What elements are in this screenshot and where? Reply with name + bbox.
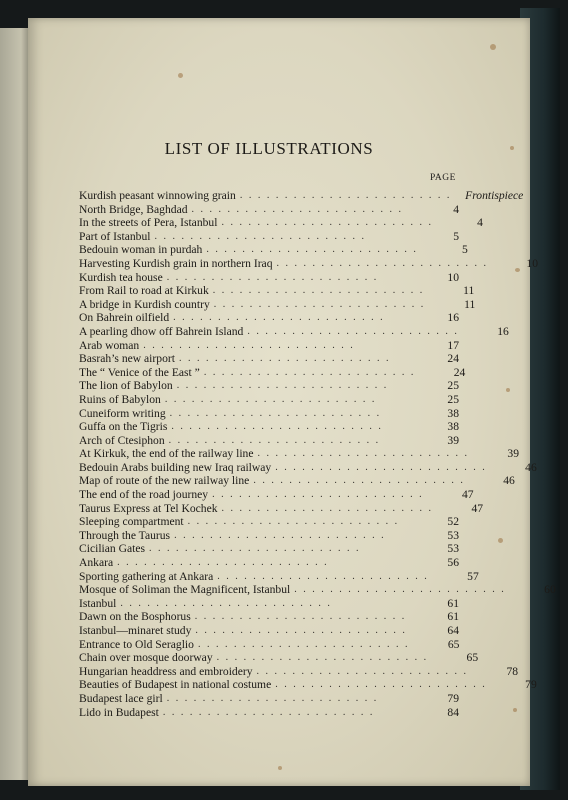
- page-number: 53: [447, 542, 459, 556]
- dot-leader: . . . . . . . . . . . . . . . . . . . . . . . .: [176, 380, 389, 392]
- foxing-spot: [513, 708, 517, 712]
- page-number: 24: [453, 365, 466, 379]
- list-item: [79, 189, 524, 203]
- illustration-caption: Through the Taurus: [79, 528, 171, 542]
- illustration-caption: In the streets of Pera, Istanbul: [79, 216, 218, 230]
- list-item: [79, 501, 484, 516]
- list-item: [79, 638, 459, 652]
- dot-leader: . . . . . . . . . . . . . . . . . . . . . . . .: [206, 244, 418, 256]
- page-column-header: PAGE: [430, 173, 456, 183]
- foxing-spot: [178, 73, 183, 78]
- page-number: 46: [525, 460, 537, 474]
- illustration-caption: Guffa on the Tigris: [79, 420, 168, 434]
- illustration-caption: North Bridge, Baghdad: [79, 202, 188, 216]
- dot-leader: . . . . . . . . . . . . . . . . . . . . . . . .: [162, 706, 375, 718]
- list-item: [79, 365, 466, 380]
- list-item: [79, 393, 459, 407]
- page-number: 5: [453, 229, 459, 243]
- page-number: 25: [447, 392, 459, 406]
- dot-leader: . . . . . . . . . . . . . . . . . . . . . . . .: [168, 434, 381, 446]
- illustration-caption: The “ Venice of the East ”: [79, 365, 200, 379]
- illustration-caption: Kurdish peasant winnowing grain: [79, 189, 236, 202]
- page-number: 39: [507, 447, 520, 461]
- list-item: [79, 256, 538, 271]
- list-item: [79, 297, 476, 312]
- page-number: 39: [447, 433, 459, 447]
- list-item: [79, 597, 459, 611]
- illustration-caption: Kurdish tea house: [79, 270, 163, 284]
- list-item: [79, 529, 459, 543]
- list-item: [79, 311, 459, 325]
- page-number: 11: [463, 284, 475, 298]
- dot-leader: . . . . . . . . . . . . . . . . . . . . . . . .: [169, 407, 382, 419]
- illustration-caption: Harvesting Kurdish grain in northern Iraq: [79, 256, 273, 270]
- page-number: 10: [526, 256, 538, 270]
- list-item: [79, 474, 515, 488]
- list-item: [79, 569, 479, 584]
- illustration-caption: Arab woman: [79, 338, 140, 352]
- book-page: [28, 18, 556, 786]
- dot-leader: . . . . . . . . . . . . . . . . . . . . . . . .: [173, 312, 385, 324]
- illustration-caption: Beauties of Budapest in national costume: [79, 678, 272, 692]
- illustration-caption: The end of the road journey: [79, 488, 209, 502]
- page-number: 61: [447, 596, 459, 610]
- illustration-caption: Sporting gathering at Ankara: [79, 569, 214, 583]
- dot-leader: . . . . . . . . . . . . . . . . . . . . . . . .: [195, 625, 407, 636]
- dot-leader: . . . . . . . . . . . . . . . . . . . . . . . .: [166, 692, 379, 704]
- list-item: [79, 556, 459, 570]
- list-item: [79, 515, 459, 529]
- illustration-caption: Budapest lace girl: [79, 691, 163, 705]
- dot-leader: . . . . . . . . . . . . . . . . . . . . . . . .: [221, 502, 434, 514]
- dot-leader: . . . . . . . . . . . . . . . . . . . . . . . .: [166, 271, 379, 283]
- list-item: [79, 678, 537, 692]
- illustration-caption: Hungarian headdress and embroidery: [79, 664, 253, 678]
- page-number: 5: [462, 243, 468, 257]
- dot-leader: . . . . . . . . . . . . . . . . . . . . . . . .: [143, 339, 355, 351]
- dot-leader: . . . . . . . . . . . . . . . . . . . . . . . .: [154, 230, 366, 242]
- dot-leader: . . . . . . . . . . . . . . . . . . . . . . . .: [187, 516, 400, 528]
- foxing-spot: [498, 538, 503, 543]
- page-number: 24: [447, 352, 459, 366]
- illustration-caption: At Kirkuk, the end of the railway line: [79, 447, 254, 461]
- foxing-spot: [506, 388, 510, 392]
- page-number: 10: [447, 270, 459, 284]
- illustration-caption: Chain over mosque doorway: [79, 651, 213, 665]
- dot-leader: . . . . . . . . . . . . . . . . . . . . . . . .: [149, 543, 361, 555]
- page-number: 16: [497, 324, 509, 338]
- page-number: 65: [447, 637, 460, 651]
- page-number: 52: [447, 515, 459, 529]
- illustration-caption: The lion of Babylon: [79, 379, 173, 393]
- illustration-caption: Mosque of Soliman the Magnificent, Istanbul: [79, 583, 291, 597]
- list-item: [79, 379, 459, 393]
- list-item: [79, 664, 519, 679]
- dot-leader: . . . . . . . . . . . . . . . . . . . . . . . .: [213, 298, 426, 310]
- illustration-caption: Cuneiform writing: [79, 406, 166, 420]
- dot-leader: . . . . . . . . . . . . . . . . . . . . . . . .: [117, 557, 329, 569]
- list-item: [79, 434, 459, 448]
- dot-leader: . . . . . . . . . . . . . . . . . . . . . . . .: [275, 679, 487, 691]
- dot-leader: . . . . . . . . . . . . . . . . . . . . . . . .: [178, 353, 391, 365]
- page-number: 56: [447, 556, 459, 570]
- illustration-caption: Map of route of the new railway line: [79, 474, 250, 488]
- illustration-caption: Ruins of Babylon: [79, 392, 161, 406]
- illustration-caption: A pearling dhow off Bahrein Island: [79, 324, 244, 338]
- page-number: 4: [453, 202, 459, 216]
- page-number: 79: [447, 691, 459, 705]
- illustration-caption: Lido in Budapest: [79, 705, 159, 719]
- list-item: [79, 271, 459, 285]
- list-item: [79, 420, 459, 434]
- page-number: 47: [462, 488, 474, 502]
- list-item: [79, 216, 483, 230]
- list-item: [79, 230, 459, 244]
- dot-leader: . . . . . . . . . . . . . . . . . . . . . . . .: [253, 475, 465, 487]
- dot-leader: . . . . . . . . . . . . . . . . . . . . . . . .: [221, 217, 433, 229]
- list-item: [79, 324, 509, 339]
- illustration-caption: Bedouin Arabs building new Iraq railway: [79, 460, 272, 474]
- page-number: 64: [447, 624, 459, 637]
- illustration-caption: Taurus Express at Tel Kochek: [79, 501, 218, 515]
- page-number: 53: [447, 528, 459, 542]
- illustration-caption: Sleeping compartment: [79, 515, 184, 529]
- list-item: [79, 460, 537, 475]
- dot-leader: . . . . . . . . . . . . . . . . . . . . . . . .: [171, 421, 383, 433]
- dot-leader: . . . . . . . . . . . . . . . . . . . . . . . .: [197, 638, 410, 650]
- dot-leader: . . . . . . . . . . . . . . . . . . . . . . . .: [217, 570, 429, 582]
- list-item: [79, 692, 459, 706]
- list-item: [79, 339, 459, 353]
- dot-leader: . . . . . . . . . . . . . . . . . . . . . . . .: [191, 203, 404, 215]
- dot-leader: . . . . . . . . . . . . . . . . . . . . . . . .: [194, 611, 407, 623]
- list-item: [79, 624, 459, 638]
- foxing-spot: [278, 766, 282, 770]
- illustration-caption: Dawn on the Bosphorus: [79, 610, 191, 624]
- list-item: [79, 542, 459, 556]
- list-item: [79, 610, 459, 624]
- page-number: 60: [544, 583, 556, 597]
- illustration-caption: On Bahrein oilfield: [79, 311, 170, 325]
- illustration-caption: Cicilian Gates: [79, 542, 146, 556]
- page-number: 16: [447, 311, 459, 325]
- dot-leader: . . . . . . . . . . . . . . . . . . . . . . . .: [257, 448, 470, 460]
- illustration-caption: Part of Istanbul: [79, 229, 151, 243]
- illustration-caption: Istanbul: [79, 596, 117, 610]
- illustration-list: [79, 189, 556, 719]
- page-number: Frontispiece: [465, 189, 524, 202]
- page-title: LIST OF ILLUSTRATIONS: [164, 139, 374, 158]
- dot-leader: . . . . . . . . . . . . . . . . . . . . . . . .: [216, 652, 429, 664]
- page-number: 11: [464, 297, 476, 311]
- list-item: [79, 203, 459, 217]
- list-item: [79, 651, 479, 665]
- list-item: [79, 243, 468, 257]
- dot-leader: . . . . . . . . . . . . . . . . . . . . . . . .: [239, 190, 452, 201]
- illustration-caption: Arch of Ctesiphon: [79, 433, 165, 447]
- page-number: 17: [447, 338, 459, 352]
- dot-leader: . . . . . . . . . . . . . . . . . . . . . . . .: [247, 325, 459, 337]
- list-item: [79, 447, 520, 461]
- page-number: 79: [525, 678, 537, 692]
- illustration-caption: A bridge in Kurdish country: [79, 297, 210, 311]
- list-item: [79, 583, 556, 597]
- page-number: 46: [503, 474, 515, 488]
- list-item: [79, 488, 474, 502]
- illustration-caption: Istanbul—minaret study: [79, 624, 192, 637]
- dot-leader: . . . . . . . . . . . . . . . . . . . . . . . .: [294, 584, 506, 596]
- list-item: [79, 284, 475, 298]
- dot-leader: . . . . . . . . . . . . . . . . . . . . . . . .: [276, 257, 488, 269]
- list-item: [79, 706, 459, 720]
- page-number: 25: [447, 379, 459, 393]
- page-number: 65: [466, 651, 479, 665]
- page-number: 38: [447, 420, 459, 434]
- page-number: 4: [477, 216, 483, 230]
- page-number: 78: [506, 664, 519, 678]
- dot-leader: . . . . . . . . . . . . . . . . . . . . . . . .: [275, 461, 487, 473]
- page-number: 57: [467, 569, 479, 583]
- dot-leader: . . . . . . . . . . . . . . . . . . . . . . . .: [174, 529, 386, 541]
- list-item: [79, 352, 459, 366]
- dot-leader: . . . . . . . . . . . . . . . . . . . . . . . .: [203, 366, 416, 378]
- illustration-caption: From Rail to road at Kirkuk: [79, 284, 209, 298]
- dot-leader: . . . . . . . . . . . . . . . . . . . . . . . .: [120, 597, 332, 609]
- illustration-caption: Entrance to Old Seraglio: [79, 637, 194, 651]
- dot-leader: . . . . . . . . . . . . . . . . . . . . . . . .: [256, 665, 469, 677]
- illustration-caption: Bedouin woman in purdah: [79, 243, 203, 257]
- page-number: 47: [471, 501, 484, 515]
- list-item: [79, 407, 459, 421]
- dot-leader: . . . . . . . . . . . . . . . . . . . . . . . .: [212, 285, 425, 297]
- page-number: 38: [447, 406, 459, 420]
- page-number: 61: [447, 610, 459, 624]
- foxing-spot: [490, 44, 496, 50]
- dot-leader: . . . . . . . . . . . . . . . . . . . . . . . .: [164, 393, 377, 405]
- page-number: 84: [447, 705, 459, 719]
- illustration-caption: Ankara: [79, 556, 114, 570]
- dot-leader: . . . . . . . . . . . . . . . . . . . . . . . .: [212, 489, 424, 501]
- illustration-caption: Basrah’s new airport: [79, 352, 175, 366]
